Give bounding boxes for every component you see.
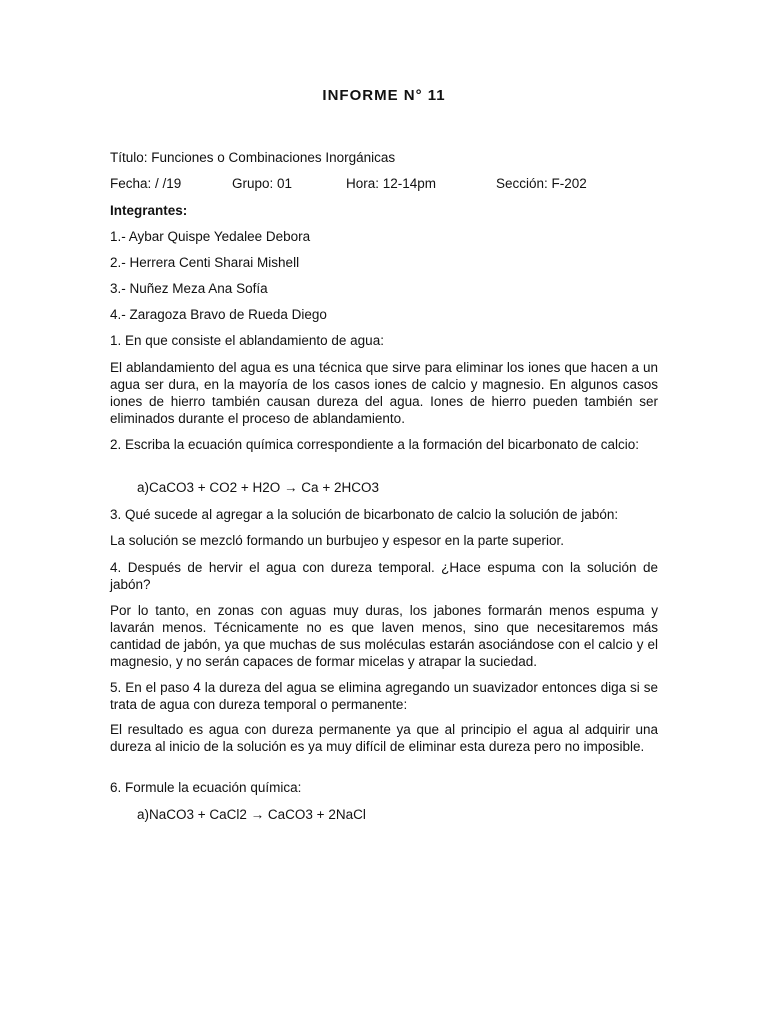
answer-1: El ablandamiento del agua es una técnica que sirve para eliminar los iones que hacen a un agua ser dura, en la mayoría de los casos iones de calcio y magnesio. En algunos casos iones de hierro también causan dureza del agua. Iones de hierro pueden también ser eliminados durante el proceso de ablandamiento.: [110, 360, 658, 426]
integrante-item: 4.- Zaragoza Bravo de Rueda Diego: [110, 307, 327, 322]
answer-3: La solución se mezcló formando un burbujeo y espesor en la parte superior.: [110, 533, 565, 548]
grupo-field: Grupo: 01: [232, 176, 293, 191]
equation-2: a)NaCO3 + CaCl2 → CaCO3 + 2NaCl: [137, 807, 366, 822]
report-title: INFORME N° 11: [322, 87, 446, 104]
integrante-item: 3.- Nuñez Meza Ana Sofía: [110, 281, 268, 296]
question-3: 3. Qué sucede al agregar a la solución de bicarbonato de calcio la solución de jabón:: [110, 507, 619, 522]
equation-1: a)CaCO3 + CO2 + H2O → Ca + 2HCO3: [137, 480, 379, 495]
answer-4: Por lo tanto, en zonas con aguas muy duras, los jabones formarán menos espuma y lavarán menos. Técnicamente no es que laven menos, sino que necesitaremos más cantidad de jabón, ya que muchas de sus moléculas estarán asociándose con el calcio y el magnesio, y no serán capaces de formar micelas y atrapar la suciedad.: [110, 603, 658, 669]
hora-field: Hora: 12-14pm: [346, 176, 437, 191]
question-2: 2. Escriba la ecuación química correspondiente a la formación del bicarbonato de calcio:: [110, 437, 640, 452]
question-4: 4. Después de hervir el agua con dureza temporal. ¿Hace espuma con la solución de jabón?: [110, 560, 658, 592]
fecha-row: [110, 176, 670, 194]
integrantes-label: Integrantes:: [110, 203, 188, 218]
question-6: 6. Formule la ecuación química:: [110, 780, 302, 795]
integrante-item: 2.- Herrera Centi Sharai Mishell: [110, 255, 300, 270]
answer-5: El resultado es agua con dureza permanente ya que al principio el agua al adquirir una dureza al inicio de la solución es ya muy difícil de eliminar esta dureza pero no imposible.: [110, 722, 658, 754]
seccion-field: Sección: F-202: [496, 176, 587, 191]
question-1: 1. En que consiste el ablandamiento de agua:: [110, 333, 384, 348]
question-5: 5. En el paso 4 la dureza del agua se elimina agregando un suavizador entonces diga si se trata de agua con dureza temporal o permanente:: [110, 680, 658, 712]
integrante-item: 1.- Aybar Quispe Yedalee Debora: [110, 229, 311, 244]
fecha-field: Fecha: / /19: [110, 176, 182, 191]
titulo-line: Título: Funciones o Combinaciones Inorgánicas: [110, 150, 396, 165]
